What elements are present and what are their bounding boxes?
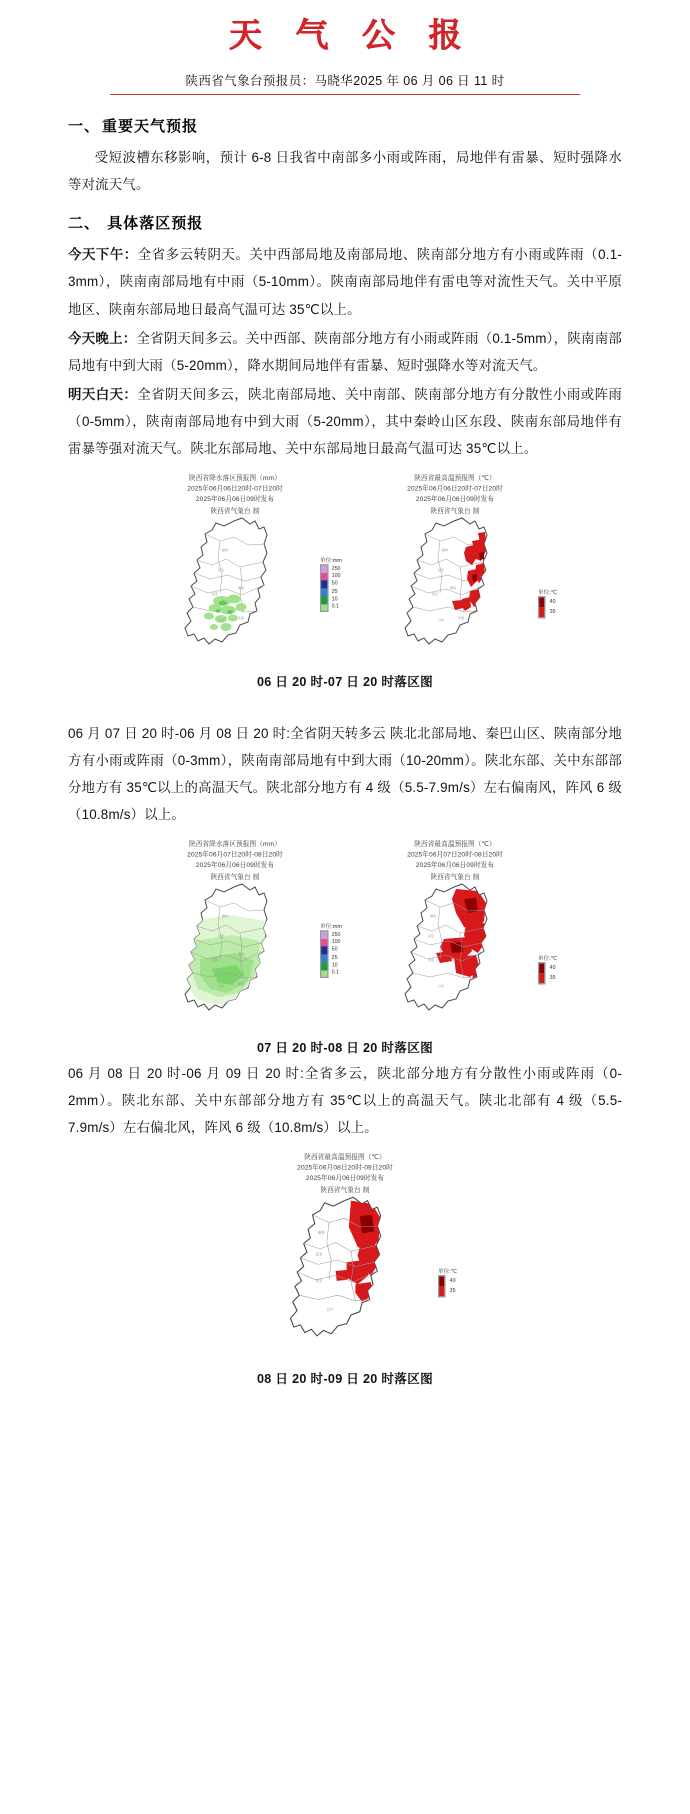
svg-text:榆林: 榆林 — [222, 914, 229, 919]
map-card-precip-0708 — [130, 838, 340, 1031]
legend-swatch-10: 10 — [320, 962, 329, 970]
svg-text:延安: 延安 — [218, 934, 225, 939]
forecast-text-tonight: 全省阴天间多云。关中西部、陕南部分地方有小雨或阵雨（0.1-5mm），陕南南部局地有中到大雨（5-20mm），降水期间局地伴有雷暴、短时强降水等对流天气。 — [68, 330, 623, 373]
legend-precipitation-0607 — [320, 557, 342, 612]
legend-swatch-25: 25 — [320, 954, 329, 962]
svg-text:延安: 延安 — [438, 567, 445, 572]
map-title-line-1: 陕西省最高温预报图（℃） — [414, 841, 496, 849]
legend-swatch-0.1: 0.1 — [320, 604, 329, 612]
figure-0607 — [68, 472, 622, 690]
map-canvas-precip-0607 — [130, 515, 340, 665]
figure-caption-0708: 07 日 20 时-08 日 20 时落区图 — [257, 1041, 433, 1056]
legend-swatch-100: 100 — [320, 572, 329, 580]
section-heading-important — [68, 115, 622, 136]
byline-issue-time: 2025 年 06 月 06 日 11 时 — [353, 74, 505, 89]
map-title-line-4: 陕西省气象台 制 — [430, 507, 480, 515]
map-title-line-4: 陕西省气象台 制 — [210, 874, 260, 882]
legend-swatch-40: 40 — [538, 596, 545, 607]
legend-unit-label: 单位:℃ — [438, 1268, 458, 1275]
masthead — [0, 0, 690, 101]
svg-text:西安: 西安 — [212, 591, 219, 596]
legend-swatch-40: 40 — [538, 962, 545, 973]
map-title-tmax-0607 — [331, 474, 579, 518]
map-title-line-3: 2025年06月06日09时发布 — [415, 863, 495, 871]
map-title-line-2: 2025年06月07日20时-08日20时 — [187, 852, 283, 860]
svg-text:西安: 西安 — [315, 1279, 322, 1284]
figure-caption-0809: 08 日 20 时-09 日 20 时落区图 — [257, 1372, 433, 1387]
map-title-line-3: 2025年06月06日09时发布 — [305, 1176, 385, 1184]
svg-text:西安: 西安 — [432, 591, 439, 596]
map-title-line-3: 2025年06月06日09时发布 — [415, 496, 495, 505]
legend-precipitation-0708 — [320, 923, 342, 978]
map-canvas-tmax-0809 — [230, 1194, 460, 1362]
legend-colorbar — [538, 596, 556, 618]
map-canvas-precip-0708 — [130, 881, 340, 1031]
svg-text:延安: 延安 — [315, 1252, 322, 1257]
legend-swatch-250: 250 — [320, 930, 329, 938]
forecast-tomorrow-daytime — [68, 381, 622, 462]
legend-swatch-35: 35 — [438, 1287, 445, 1298]
svg-text:榆林: 榆林 — [222, 547, 229, 552]
maps-row-0809 — [68, 1151, 622, 1362]
svg-text:榆林: 榆林 — [430, 914, 437, 919]
legend-unit-label: 单位:mm — [319, 923, 342, 930]
map-title-line-3: 2025年06月06日09时发布 — [195, 863, 275, 871]
map-title-line-2: 2025年06月07日20时-08日20时 — [407, 852, 503, 860]
map-title-line-2: 2025年06月06日20时-07日20时 — [407, 486, 503, 494]
forecast-lead-this-afternoon: 今天下午： — [68, 247, 138, 263]
map-title-line-1: 陕西省降水落区预报图（mm） — [189, 841, 281, 849]
forecast-lead-tomorrow: 明天白天： — [68, 386, 138, 402]
important-forecast-paragraph: 受短波槽东移影响，预计 6-8 日我省中南部多小雨或阵雨，局地伴有雷暴、短时强降水等对流天气。 — [68, 150, 622, 193]
section-title-2: 具体落区预报 — [107, 215, 204, 233]
svg-text:渭南: 渭南 — [238, 952, 245, 957]
map-title-line-1: 陕西省最高温预报图（℃） — [304, 1154, 386, 1162]
forecast-tonight — [68, 325, 622, 379]
svg-text:汉中: 汉中 — [218, 984, 225, 989]
svg-text:渭南: 渭南 — [450, 585, 457, 590]
svg-text:延安: 延安 — [218, 567, 225, 572]
legend-swatch-10: 10 — [320, 596, 329, 604]
legend-temperature-0607 — [538, 589, 557, 618]
page-title: 天 气 公 报 — [228, 15, 473, 54]
section-heading-area — [68, 212, 622, 233]
shaanxi-tmax-map-0708 — [380, 881, 530, 1031]
shaanxi-tmax-map-0607 — [380, 515, 530, 665]
bulletin-content — [0, 115, 690, 1387]
svg-text:西安: 西安 — [428, 958, 435, 963]
map-canvas-tmax-0708 — [350, 881, 560, 1031]
legend-colorbar — [320, 930, 341, 978]
legend-colorbar — [320, 564, 341, 612]
legend-swatch-35: 35 — [538, 973, 545, 984]
svg-text:延安: 延安 — [428, 934, 435, 939]
map-title-line-4: 陕西省气象台 制 — [430, 874, 480, 882]
legend-temperature-0809 — [438, 1268, 457, 1297]
legend-swatch-50: 50 — [320, 946, 329, 954]
period-forecast-0608-0609: 06 月 08 日 20 时-06 月 09 日 20 时:全省多云，陕北部分地方有分散性小雨或阵雨（0-2mm）。陕北东部、关中东部部分地方有 35℃以上的高温天气。陕北北部有 4 级（5.5-7.9m/s）左右偏北风，阵风 6 级（10.8m/s）以上。 — [68, 1066, 622, 1136]
svg-text:安康: 安康 — [238, 982, 245, 987]
maps-row-0607 — [68, 472, 622, 665]
legend-colorbar — [438, 1276, 456, 1298]
map-canvas-tmax-0607 — [350, 515, 560, 665]
svg-text:安康: 安康 — [458, 615, 465, 620]
svg-text:汉中: 汉中 — [218, 617, 225, 622]
figure-caption-0607: 06 日 20 时-07 日 20 时落区图 — [257, 674, 433, 689]
map-title-precip-0708 — [111, 840, 359, 884]
map-title-line-1: 陕西省最高温预报图（℃） — [414, 475, 496, 483]
legend-temperature-0708 — [538, 955, 557, 984]
svg-text:榆林: 榆林 — [317, 1230, 325, 1235]
svg-text:西安: 西安 — [212, 958, 219, 963]
legend-swatch-100: 100 — [320, 938, 329, 946]
shaanxi-precipitation-map-0607 — [160, 515, 310, 665]
period-forecast-0607-0608: 06 月 07 日 20 时-06 月 08 日 20 时:全省阴天转多云 陕北北部局地、秦巴山区、陕南部分地方有小雨或阵雨（0-3mm），陕南南部局地有中到大雨（10-20mm）。陕北东部、关中东部部分地方有 35℃以上的高温天气。陕北部分地方有 4 级（5.5-7.9m/s）左右偏南风，阵风 6 级（10.8m/s）以上。 — [68, 725, 622, 823]
svg-text:榆林: 榆林 — [442, 547, 449, 552]
shaanxi-tmax-map-0809 — [263, 1194, 428, 1359]
map-card-tmax-0607 — [350, 472, 560, 665]
svg-text:汉中: 汉中 — [326, 1307, 333, 1312]
legend-swatch-0.1: 0.1 — [320, 970, 329, 978]
figure-0809 — [68, 1151, 622, 1387]
forecast-text-this-afternoon: 全省多云转阴天。关中西部局地及南部局地、陕南部分地方有小雨或阵雨（0.1-3mm），陕南南部局地有中雨（5-10mm）。陕南南部局地伴有雷电等对流性天气。关中平原地区、陕南东部局地日最高气温可达 35℃以上。 — [68, 247, 623, 317]
map-card-tmax-0708 — [350, 838, 560, 1031]
map-title-line-1: 陕西省降水落区预报图（mm） — [189, 475, 281, 483]
maps-row-0708 — [68, 838, 622, 1031]
forecast-this-afternoon — [68, 241, 622, 322]
map-card-tmax-0809 — [230, 1151, 460, 1362]
legend-unit-label: 单位:mm — [319, 556, 342, 564]
svg-text:汉中: 汉中 — [438, 617, 445, 622]
map-title-line-4: 陕西省气象台 制 — [210, 507, 260, 515]
map-title-line-3: 2025年06月06日09时发布 — [195, 496, 275, 505]
forecast-text-tomorrow: 全省阴天间多云，陕北南部局地、关中南部、陕南部分地方有分散性小雨或阵雨（0-5mm），陕南南部局地有中到大雨（5-20mm），其中秦岭山区东段、陕南东部局地伴有雷暴等强对流天气。陕北东部局地、关中东部局地日最高气温可达 35℃以上。 — [68, 386, 623, 456]
legend-colorbar — [538, 962, 556, 984]
svg-text:渭南: 渭南 — [238, 585, 245, 590]
byline — [110, 71, 580, 95]
map-title-line-2: 2025年06月06日20时-07日20时 — [187, 486, 283, 494]
section-number-1: 一、 — [68, 118, 101, 136]
legend-unit-label: 单位:℃ — [538, 955, 558, 962]
byline-issuer: 陕西省气象台 — [185, 74, 263, 89]
map-title-tmax-0708 — [331, 840, 579, 884]
legend-swatch-250: 250 — [320, 564, 329, 572]
svg-text:汉中: 汉中 — [438, 984, 445, 989]
shaanxi-precipitation-map-0708 — [160, 881, 310, 1031]
legend-unit-label: 单位:℃ — [538, 588, 558, 596]
legend-swatch-40: 40 — [438, 1276, 445, 1287]
map-title-line-4: 陕西省气象台 制 — [320, 1187, 370, 1195]
legend-swatch-50: 50 — [320, 580, 329, 588]
section-title-1: 重要天气预报 — [102, 118, 199, 136]
forecast-lead-tonight: 今天晚上： — [68, 330, 137, 346]
svg-text:安康: 安康 — [238, 615, 245, 620]
figure-0708 — [68, 838, 622, 1056]
map-title-line-2: 2025年06月08日20时-09日20时 — [297, 1165, 393, 1173]
byline-forecaster: 预报员：马晓华 — [262, 74, 354, 89]
map-title-tmax-0809 — [209, 1153, 480, 1197]
legend-swatch-25: 25 — [320, 588, 329, 596]
legend-swatch-35: 35 — [538, 607, 545, 618]
section-number-2: 二、 — [68, 215, 101, 233]
map-card-precip-0607 — [130, 472, 340, 665]
map-title-precip-0607 — [111, 474, 359, 518]
